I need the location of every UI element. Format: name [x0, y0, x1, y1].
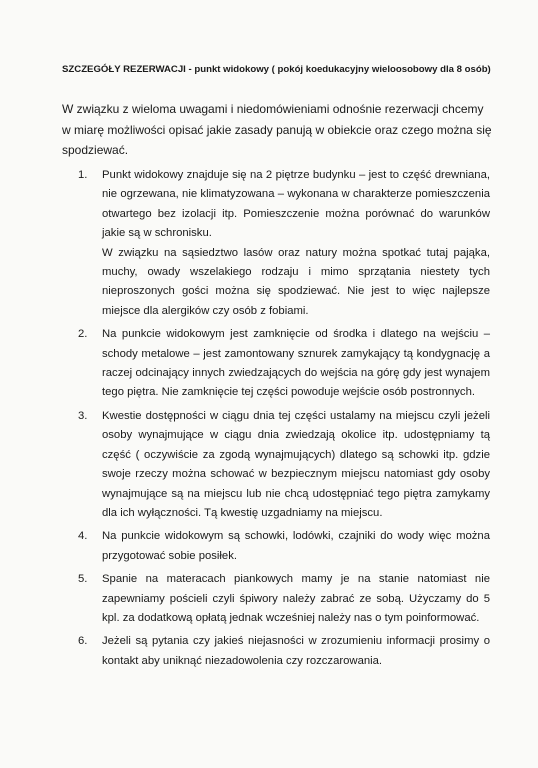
list-item-text: Na punkcie widokowym są schowki, lodówki, czajniki do wody więc można przygotować sobie posiłek.	[102, 530, 490, 562]
list-item	[78, 325, 490, 403]
list-item-number: 3.	[78, 409, 88, 422]
list-item-number: 1.	[78, 169, 88, 181]
list-item	[78, 166, 490, 321]
list-item	[78, 632, 490, 671]
list-item	[78, 527, 490, 566]
intro-paragraph: W związku z wieloma uwagami i niedomówieniami odnośnie rezerwacji chcemy w miarę możliwości opisać jakie zasady panują w obiekcie oraz czego można się spodziewać.	[62, 102, 492, 157]
list-item-number: 5.	[78, 573, 88, 586]
rules-list	[78, 166, 490, 675]
list-item-number: 6.	[78, 635, 88, 648]
list-item-number: 2.	[78, 328, 88, 341]
list-item-text: Spanie na materacach piankowych mamy je na stanie natomiast nie zapewniamy pościeli czyli śpiwory należy zabrać ze sobą. Użyczamy do 5 kpl. za dodatkową opłatą jednak wcześniej należy nas o tym poinformować.	[102, 573, 490, 624]
list-item-text: Na punkcie widokowym jest zamknięcie od środka i dlatego na wejściu – schody metalowe – jest zamontowany sznurek zamykający tą kondygnację a raczej odcinający innych zwiedzających do wejścia na górę gdy jest wynajem tego piętra. Nie zamknięcie tej części powoduje wejście osób postronnych.	[102, 328, 490, 399]
list-item-text: W związku na sąsiedztwo lasów oraz natury można spotkać tutaj pająka, muchy, owady wszelakiego rodzaju i mimo sprzątania niestety tych nieproszonych gości można się spodziewać. Nie jest to więc najlepsze miejsce dla alergików czy osób z fobiami.	[102, 246, 490, 317]
document-heading: SZCZEGÓŁY REZERWACJI - punkt widokowy ( pokój koedukacyjny wieloosobowy dla 8 osób)	[62, 64, 491, 75]
list-item	[78, 570, 490, 628]
list-item	[78, 407, 490, 523]
list-item-text: Jeżeli są pytania czy jakieś niejasności w zrozumieniu informacji prosimy o kontakt aby uniknąć niezadowolenia czy rozczarowania.	[102, 635, 490, 667]
list-item-text: Kwestie dostępności w ciągu dnia tej części ustalamy na miejscu czyli jeżeli osoby wynajmujące w ciągu dnia zwiedzają okolice itp. udostępniamy tą część ( oczywiście za zgodą wynajmujących) dlatego są schowki itp. gdzie swoje rzeczy można schować w bezpiecznym miejscu natomiast gdy osoby wynajmujące są na miejscu lub nie chcą udostępniać tego piętra zamykamy dla ich wyłączności. Tą kwestię uzgadniamy na miejscu.	[102, 409, 490, 519]
list-item-number: 4.	[78, 530, 88, 543]
list-item-text: Punkt widokowy znajduje się na 2 piętrze budynku – jest to część drewniana, nie ogrzewana, nie klimatyzowana – wykonana w charakterze pomieszczenia otwartego bez izolacji itp. Pomieszczenie można porównać do warunków jakie są w schronisku.	[102, 169, 490, 240]
